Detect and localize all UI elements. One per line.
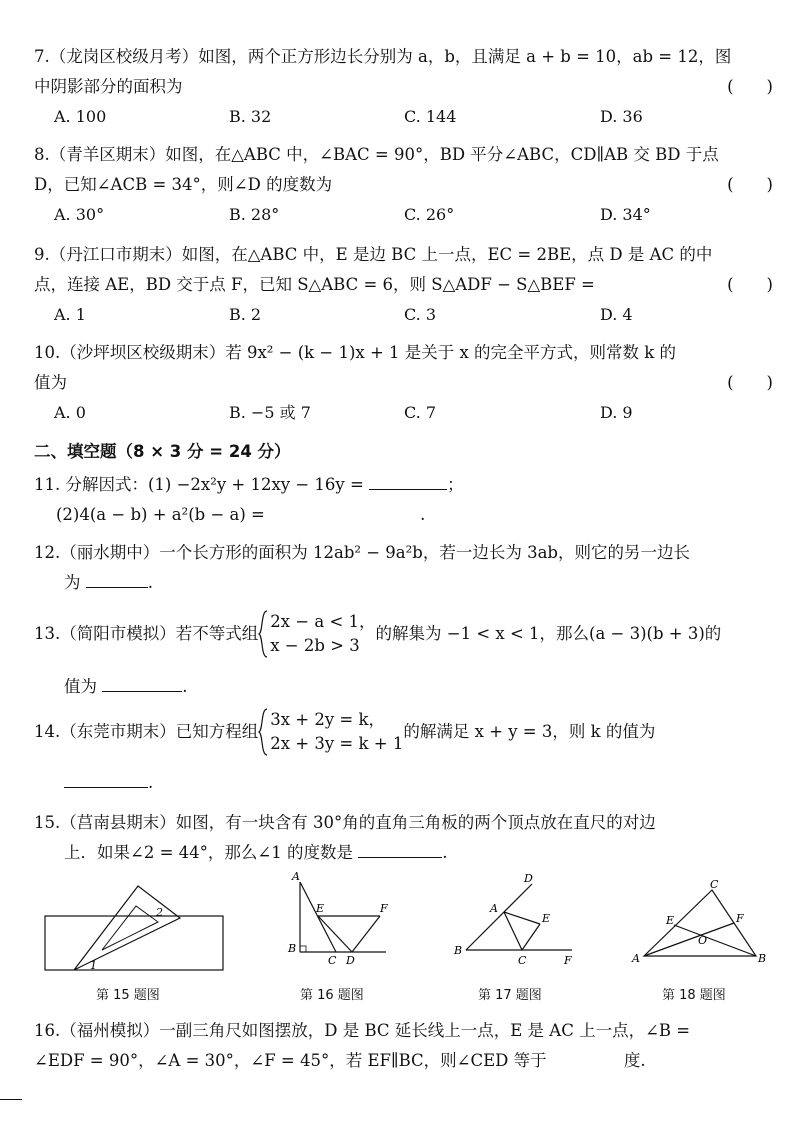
brace-icon	[258, 708, 268, 756]
question-8	[34, 140, 779, 230]
inequality-2: x − 2b > 3	[270, 636, 360, 655]
unit-text: 度.	[623, 1051, 646, 1070]
fig16-label-a: A	[292, 870, 300, 883]
question-9-choices	[34, 300, 779, 330]
page-edge-rule	[0, 1099, 22, 1100]
question-16-line2: ∠EDF = 90°，∠A = 30°，∠F = 45°，若 EF∥BC，则∠CED 等于	[34, 1051, 547, 1070]
figure-15	[44, 878, 226, 974]
fig18-label-c: C	[710, 878, 719, 891]
question-8-line2: D，已知∠ACB = 34°，则∠D 的度数为	[34, 175, 333, 194]
inequality-1: 2x − a < 1，	[270, 612, 376, 631]
choice-a: A. 1	[54, 305, 86, 324]
fig16-label-f: F	[380, 902, 388, 915]
choice-a: A. 100	[54, 107, 107, 126]
choice-d: D. 9	[600, 403, 633, 422]
figure-16-caption: 第 16 题图	[300, 988, 364, 1003]
equation-system	[258, 708, 403, 756]
punct: .	[148, 773, 154, 792]
figures-row	[0, 868, 794, 1008]
question-15-line1: 15.（莒南县期末）如图，有一块含有 30°角的直角三角板的两个顶点放在直尺的对边	[34, 813, 656, 832]
question-10-answer-paren: ( )	[727, 373, 773, 392]
equation-2: 2x + 3y = k + 1	[270, 734, 404, 753]
answer-blank[interactable]	[86, 569, 148, 588]
question-15-line2: 上．如果∠2 = 44°，那么∠1 的度数是	[64, 843, 353, 862]
question-12-line1: 12.（丽水期中）一个长方形的面积为 12ab² − 9a²b，若一边长为 3ab，则它的另一边长	[34, 543, 690, 562]
question-8-line1: 8.（青羊区期末）如图，在△ABC 中，∠BAC = 90°，BD 平分∠ABC，CD∥AB 交 BD 于点	[34, 145, 719, 164]
punct: .	[442, 843, 448, 862]
choice-c: C. 26°	[404, 205, 455, 224]
question-9-line1: 9.（丹江口市期末）如图，在△ABC 中，E 是边 BC 上一点，EC = 2BE，点 D 是 AC 的中	[34, 245, 713, 264]
choice-d: D. 34°	[600, 205, 651, 224]
question-11-line2: (2)4(a − b) + a²(b − a) =	[56, 505, 265, 524]
choice-c: C. 144	[404, 107, 457, 126]
question-12	[34, 538, 779, 598]
choice-b: B. −5 或 7	[229, 403, 311, 422]
question-9-answer-paren: ( )	[727, 275, 773, 294]
question-10-line2: 值为	[34, 373, 67, 392]
question-14-text-2: 的解满足 x + y = 3，则 k 的值为	[403, 722, 656, 741]
choice-b: B. 28°	[229, 205, 280, 224]
fig17-label-a: A	[490, 902, 498, 915]
question-12-line2: 为	[64, 573, 81, 592]
choice-c: C. 7	[404, 403, 437, 422]
fig16-label-b: B	[288, 942, 297, 955]
figure-17	[448, 870, 578, 972]
fig18-label-o: O	[698, 934, 708, 947]
figure-15-caption: 第 15 题图	[96, 988, 160, 1003]
fig17-label-c: C	[518, 954, 527, 967]
answer-blank[interactable]	[358, 839, 442, 858]
answer-blank[interactable]	[369, 471, 447, 490]
question-9	[34, 240, 779, 330]
inequality-system	[258, 610, 375, 658]
equation-1: 3x + 2y = k，	[270, 710, 386, 729]
question-13-text: 13.（简阳市模拟）若不等式组	[34, 624, 259, 643]
figure-17-caption: 第 17 题图	[478, 988, 542, 1003]
question-13	[34, 610, 779, 702]
fig15-label-2: 2	[156, 906, 163, 919]
question-16-line1: 16.（福州模拟）一副三角尺如图摆放，D 是 BC 延长线上一点，E 是 AC 上一点，∠B =	[34, 1021, 691, 1040]
brace-icon	[258, 610, 268, 658]
question-15	[34, 808, 779, 868]
question-16	[34, 1016, 779, 1076]
question-8-choices	[34, 200, 779, 230]
question-14-text: 14.（东莞市期末）已知方程组	[34, 722, 259, 741]
question-14	[34, 708, 779, 798]
question-7	[34, 42, 779, 132]
choice-a: A. 30°	[54, 205, 105, 224]
punct: .	[182, 677, 188, 696]
section-2-heading: 二、填空题（8 × 3 分 = 24 分）	[34, 442, 291, 461]
question-9-line2: 点，连接 AE，BD 交于点 F，已知 S△ABC = 6，则 S△ADF − S△BEF =	[34, 275, 595, 294]
fig17-label-e: E	[542, 912, 551, 925]
fig18-label-e: E	[666, 914, 675, 927]
question-13-line2: 值为	[64, 677, 97, 696]
question-13-text-2: 的解集为 −1 < x < 1，那么(a − 3)(b + 3)的	[375, 624, 722, 643]
question-10-line1: 10.（沙坪坝区校级期末）若 9x² − (k − 1)x + 1 是关于 x 的完全平方式，则常数 k 的	[34, 343, 677, 362]
choice-a: A. 0	[54, 403, 86, 422]
choice-c: C. 3	[404, 305, 437, 324]
choice-d: D. 36	[600, 107, 643, 126]
fig18-label-a: A	[632, 952, 640, 965]
question-7-line2: 中阴影部分的面积为	[34, 77, 183, 96]
answer-blank[interactable]	[102, 673, 182, 692]
fig17-label-d: D	[524, 872, 533, 885]
choice-b: B. 32	[229, 107, 272, 126]
question-7-answer-paren: ( )	[727, 77, 773, 96]
question-10	[34, 338, 779, 428]
figure-16	[286, 868, 390, 972]
question-8-answer-paren: ( )	[727, 175, 773, 194]
punct: ；	[447, 475, 464, 494]
figure-18-caption: 第 18 题图	[662, 988, 726, 1003]
figure-18	[630, 876, 770, 972]
fig16-label-d: D	[346, 954, 355, 967]
fig17-label-b: B	[454, 944, 463, 957]
punct: .	[420, 505, 426, 524]
question-7-choices	[34, 102, 779, 132]
punct: .	[147, 573, 153, 592]
choice-d: D. 4	[600, 305, 633, 324]
fig16-label-e: E	[316, 902, 325, 915]
question-10-choices	[34, 398, 779, 428]
question-7-line1: 7.（龙岗区校级月考）如图，两个正方形边长分别为 a，b，且满足 a + b = 10，ab = 12，图	[34, 47, 732, 66]
fig16-label-c: C	[328, 954, 337, 967]
choice-b: B. 2	[229, 305, 262, 324]
fig18-label-f: F	[736, 912, 744, 925]
question-11-line1: 11. 分解因式：(1) −2x²y + 12xy − 16y =	[34, 475, 364, 494]
answer-blank[interactable]	[64, 769, 148, 788]
question-11	[34, 470, 779, 530]
fig17-label-f: F	[564, 954, 572, 967]
fig15-label-1: 1	[90, 959, 97, 972]
fig18-label-b: B	[758, 952, 767, 965]
